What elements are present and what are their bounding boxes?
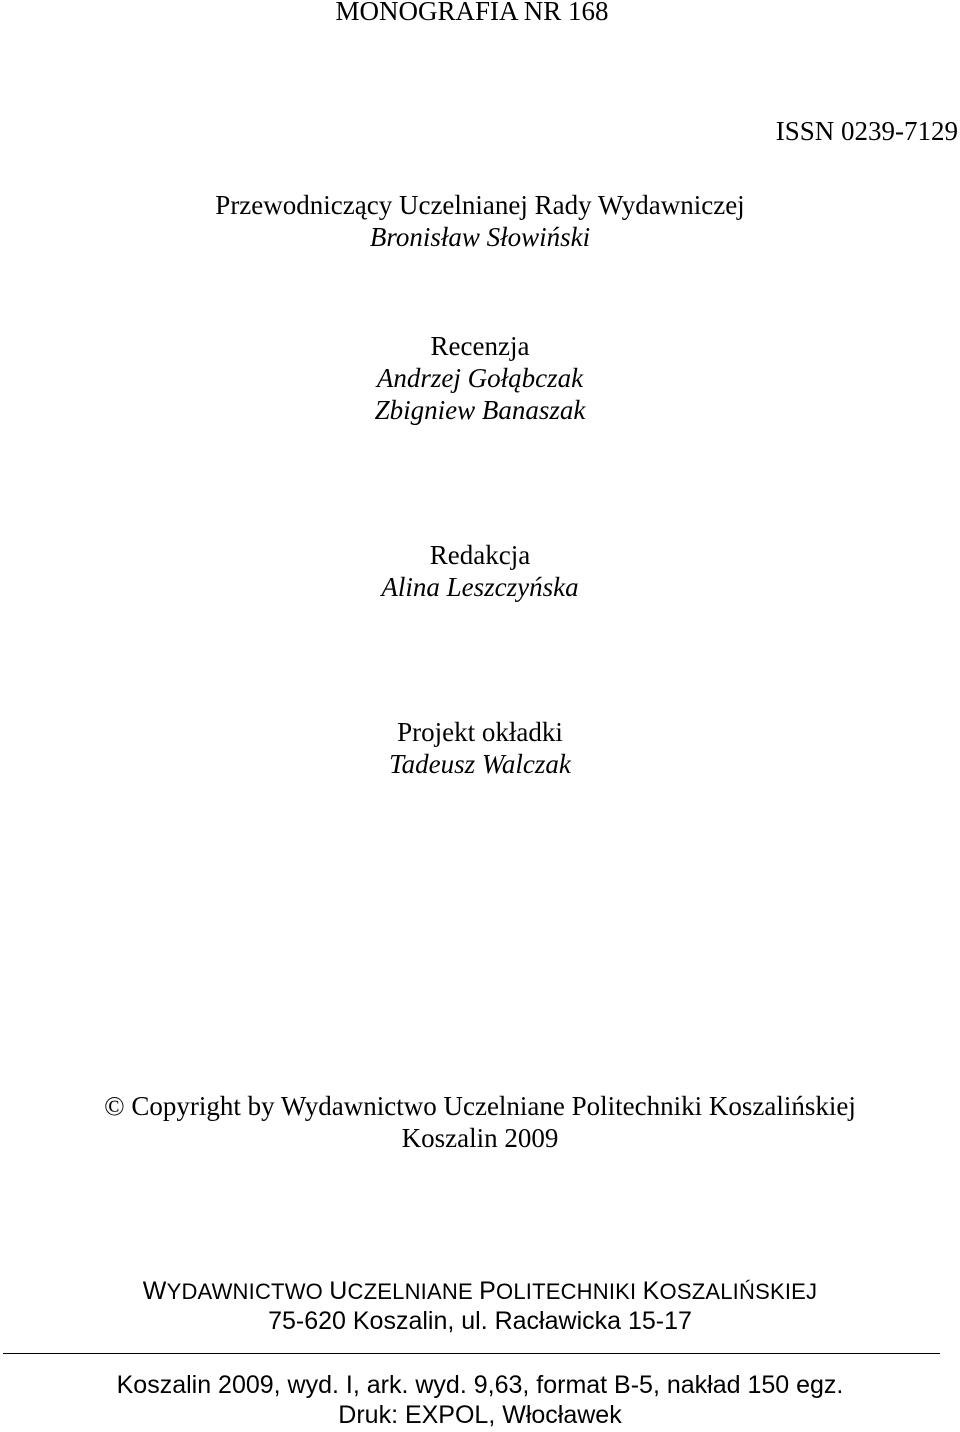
editing-role: Redakcja: [429, 540, 531, 570]
publisher-word: OSZALIŃSKIEJ: [659, 1279, 818, 1304]
issn: ISSN 0239-7129: [775, 116, 958, 146]
reviewer-name: Zbigniew Banaszak: [374, 395, 586, 425]
publisher-address: 75-620 Koszalin, ul. Racławicka 15-17: [268, 1307, 692, 1335]
review-role: Recenzja: [430, 331, 530, 361]
print-details: Koszalin 2009, wyd. I, ark. wyd. 9,63, format B-5, nakład 150 egz.: [116, 1371, 844, 1399]
cover-design-role: Projekt okładki: [397, 717, 563, 747]
publisher-word: CZELNIANE: [347, 1279, 480, 1304]
publisher-word: YDAWNICTWO: [166, 1279, 330, 1304]
publisher-initial: K: [642, 1277, 660, 1305]
publisher-initial: P: [479, 1277, 497, 1305]
editor-name: Alina Leszczyńska: [381, 572, 579, 602]
publisher-name: [0, 1276, 960, 1307]
publisher-initial: W: [142, 1277, 167, 1305]
board-chair-name: Bronisław Słowiński: [369, 222, 591, 252]
copyright-line: © Copyright by Wydawnictwo Uczelniane Politechniki Koszalińskiej: [104, 1091, 856, 1121]
series-title: MONOGRAFIA NR 168: [335, 0, 609, 26]
board-chair-role: Przewodniczący Uczelnianej Rady Wydawniczej: [215, 190, 745, 220]
cover-designer-name: Tadeusz Walczak: [389, 749, 571, 779]
printer-info: Druk: EXPOL, Włocławek: [338, 1401, 622, 1429]
publisher-initial: U: [329, 1277, 348, 1305]
divider-rule: [3, 1353, 940, 1354]
publisher-word: OLITECHNIKI: [496, 1279, 643, 1304]
copyright-year: Koszalin 2009: [401, 1123, 559, 1153]
reviewer-name: Andrzej Gołąbczak: [376, 363, 584, 393]
